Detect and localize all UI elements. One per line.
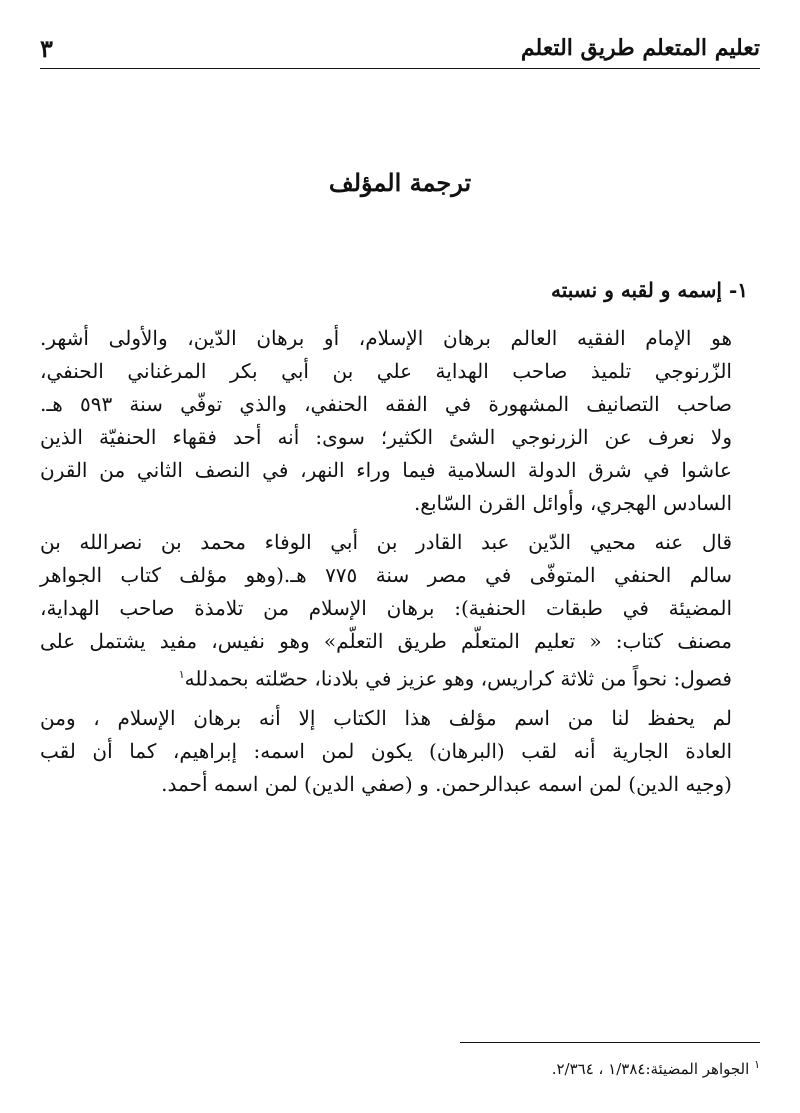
page-number: ٣ <box>40 33 53 63</box>
text-line: الزّرنوجي تلميذ صاحب الهداية علي بن أبي بكر المرغناني الحنفي، <box>40 359 732 383</box>
text-line: المضيئة في طبقات الحنفية): برهان الإسلام من تلامذة صاحب الهداية، <box>40 596 732 620</box>
running-header <box>40 28 760 69</box>
chapter-title: ترجمة المؤلف <box>328 168 472 197</box>
footnote-text: الجواهر المضيئة:١/٣٨٤ ، ٢/٣٦٤. <box>551 1060 750 1078</box>
text-line-content: فصول: نحواً من ثلاثة كراريس، وهو عزيز في بلادنا، حصّلته بحمدلله <box>184 666 732 691</box>
running-title: تعليم المتعلم طريق التعلم <box>520 35 760 61</box>
text-line: (وجيه الدين) لمن اسمه عبدالرحمن. و (صفي الدين) لمن اسمه أحمد. <box>161 771 732 796</box>
text-line: مصنف كتاب: « تعليم المتعلّم طريق التعلّم» وهو نفيس، مفيد يشتمل على <box>40 629 732 653</box>
body-text <box>40 322 754 807</box>
text-line: سالم الحنفي المتوفّى في مصر سنة ٧٧٥ هـ.(وهو مؤلف كتاب الجواهر <box>40 563 732 587</box>
text-line: العادة الجارية أنه لقب (البرهان) يكون لمن اسمه: إبراهيم، كما أن لقب <box>40 738 733 763</box>
section-heading: ١- إسمه و لقبه و نسبته <box>551 278 748 302</box>
text-line: السادس الهجري، وأوائل القرن السّابع. <box>413 491 732 515</box>
text-line: ولا نعرف عن الزرنوجي الشئ الكثير؛ سوى: أنه أحد فقهاء الحنفيّة الذين <box>40 425 732 449</box>
footnote-marker[interactable]: ١ <box>178 668 185 681</box>
text-line: قال عنه محيي الدّين عبد القادر بن أبي الوفاء محمد بن نصرالله بن <box>40 530 732 554</box>
footnote-divider <box>460 1042 760 1043</box>
text-line <box>40 658 754 696</box>
text-line: لم يحفظ لنا من اسم مؤلف هذا الكتاب إلا أنه برهان الإسلام ، ومن <box>40 705 732 730</box>
text-line: صاحب التصانيف المشهورة في الفقه الحنفي، والذي توفّي سنة ٥٩٣ هـ. <box>40 392 733 416</box>
footnote <box>40 1058 760 1078</box>
paragraph-1 <box>40 322 754 520</box>
footnote-number: ١ <box>754 1058 760 1071</box>
text-line: عاشوا في شرق الدولة السلامية فيما وراء النهر، في النصف الثاني من القرن <box>40 458 732 482</box>
paragraph-2 <box>40 526 754 696</box>
paragraph-3 <box>40 702 754 801</box>
text-line: هو الإمام الفقيه العالم برهان الإسلام، أو برهان الدّين، والأولى أشهر. <box>40 326 732 350</box>
